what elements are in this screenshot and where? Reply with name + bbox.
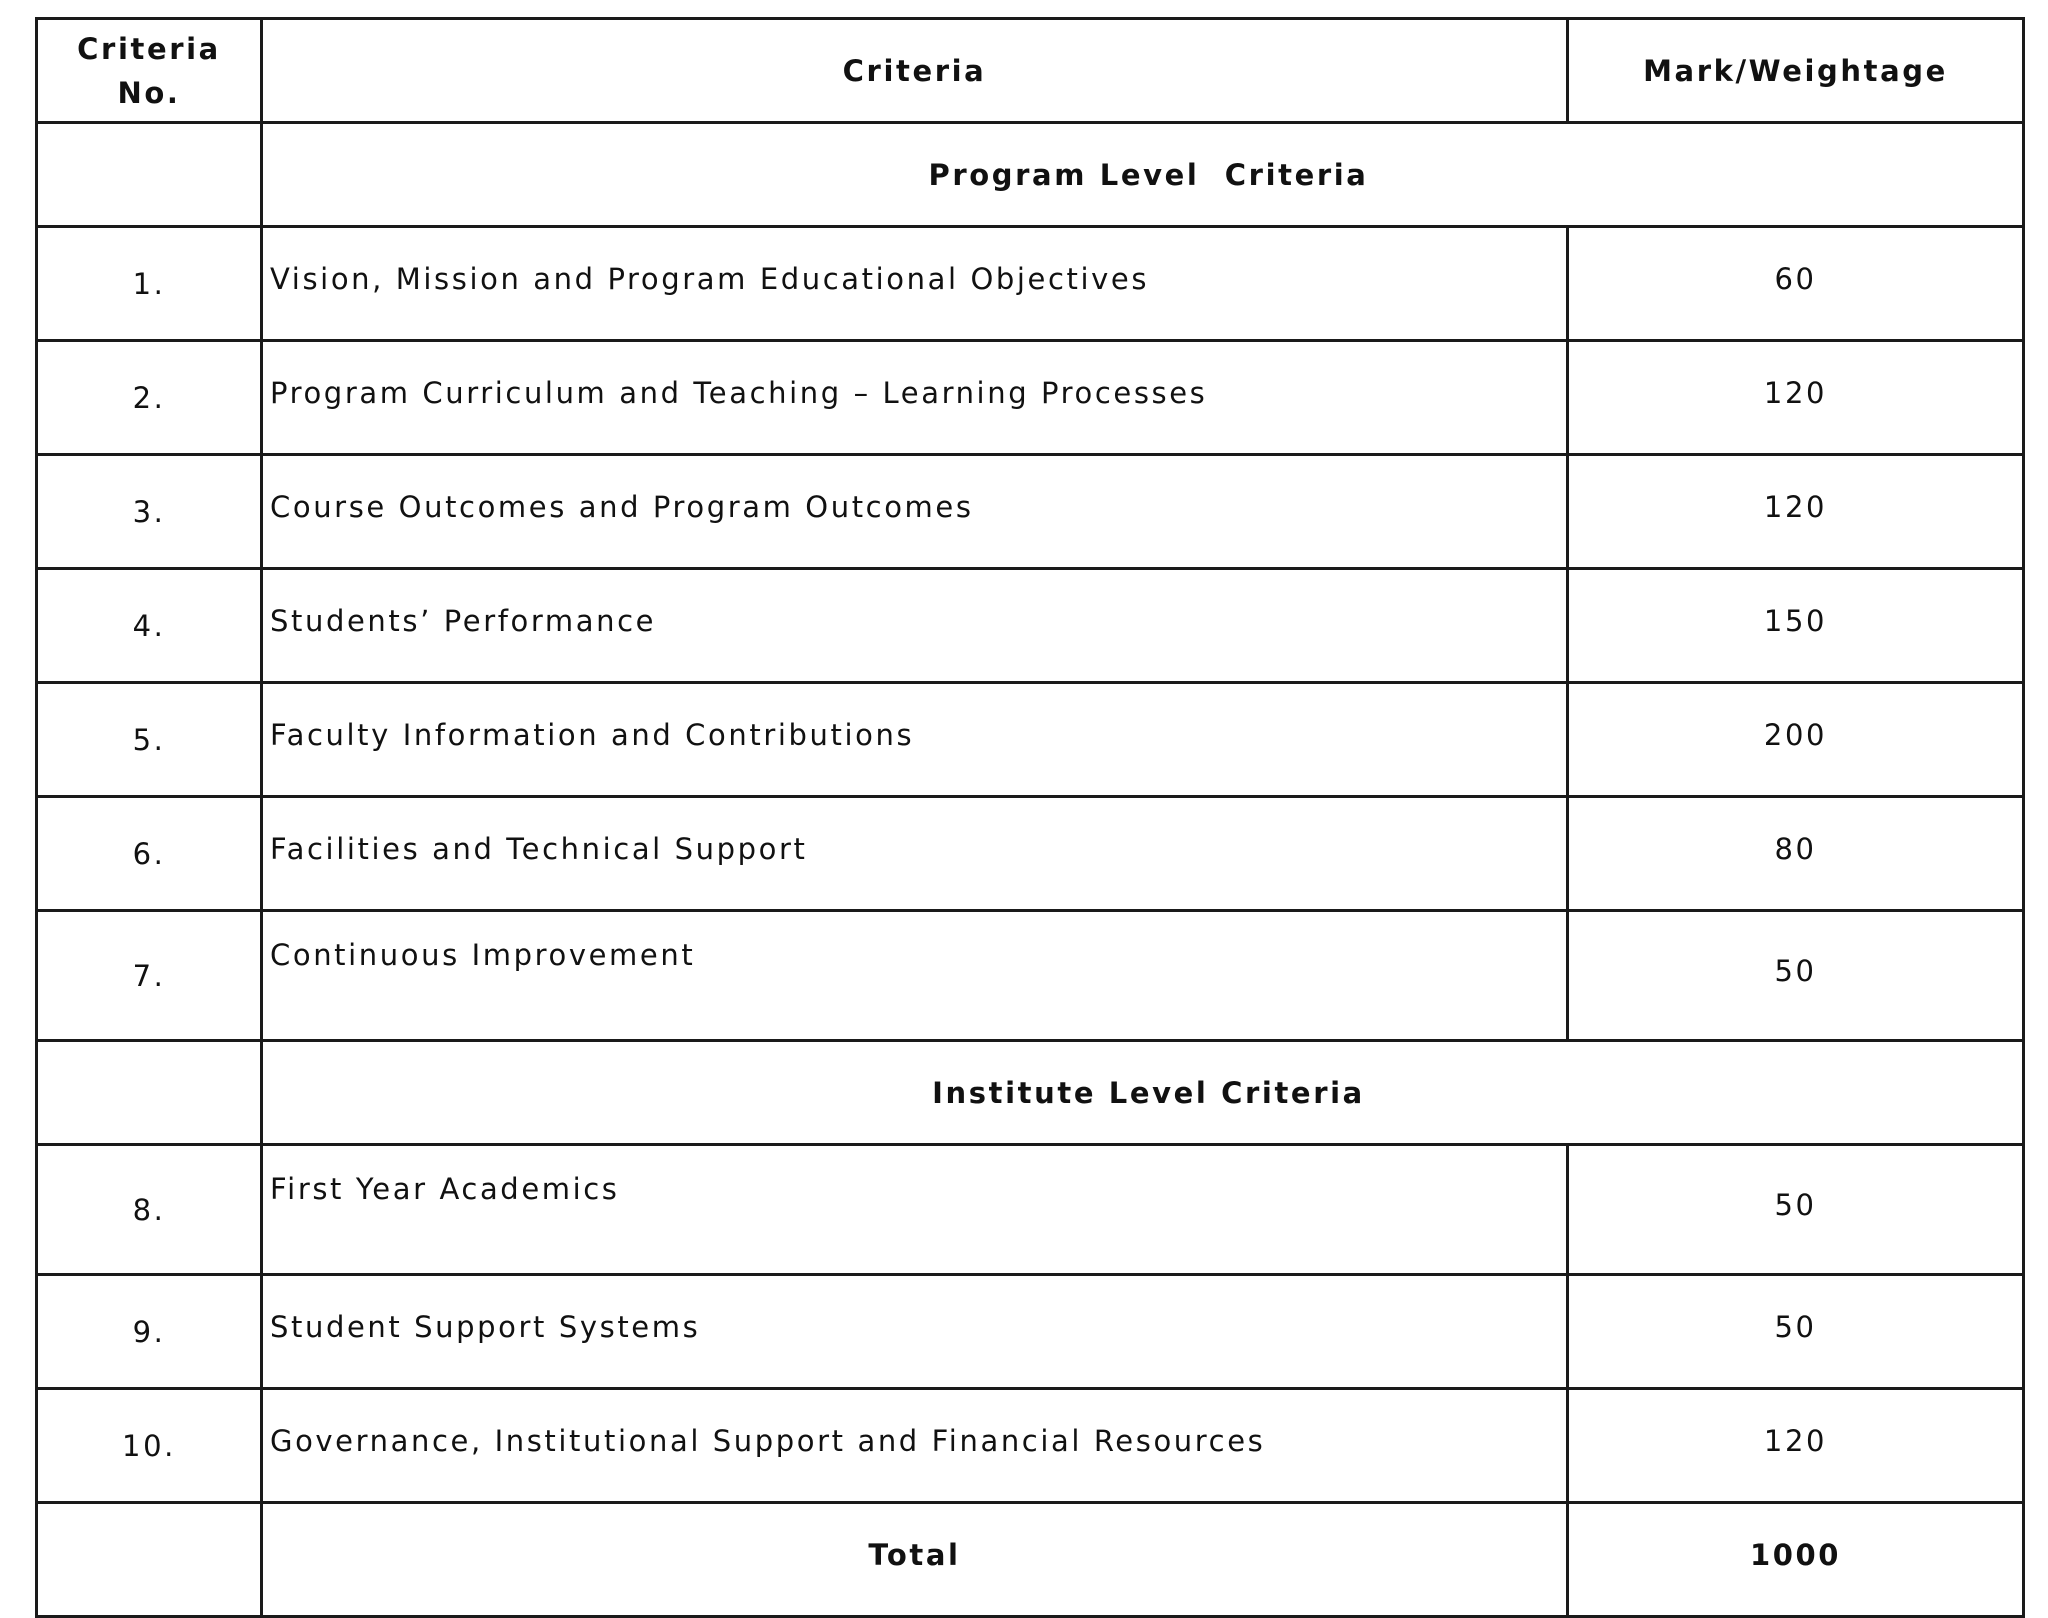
section-empty-cell: [37, 123, 262, 227]
section-empty-cell: [37, 1041, 262, 1145]
total-label: Total: [262, 1503, 1568, 1617]
section-row-program: [37, 123, 2024, 227]
header-mark: Mark/Weightage: [1568, 19, 2024, 123]
table-header-row: [37, 19, 2024, 123]
table-row: [37, 1275, 2024, 1389]
criteria-number: 7.: [37, 911, 262, 1041]
header-criteria: Criteria: [262, 19, 1568, 123]
table-row: [37, 569, 2024, 683]
section-title-institute: [262, 1041, 2024, 1145]
criteria-mark: 60: [1568, 227, 2024, 341]
criteria-name: Faculty Information and Contributions: [262, 683, 1568, 797]
section-row-institute: [37, 1041, 2024, 1145]
total-row: [37, 1503, 2024, 1617]
criteria-number: 4.: [37, 569, 262, 683]
criteria-name: Course Outcomes and Program Outcomes: [262, 455, 1568, 569]
criteria-table: [35, 17, 2025, 1618]
criteria-name: Continuous Improvement: [262, 911, 1568, 1041]
criteria-name: Program Curriculum and Teaching – Learning Processes: [262, 341, 1568, 455]
criteria-name: First Year Academics: [262, 1145, 1568, 1275]
criteria-mark: 50: [1568, 911, 2024, 1041]
table-row: [37, 341, 2024, 455]
criteria-number: 2.: [37, 341, 262, 455]
criteria-number: 10.: [37, 1389, 262, 1503]
criteria-mark: 80: [1568, 797, 2024, 911]
criteria-document: [35, 17, 2022, 1618]
table-row: [37, 1145, 2024, 1275]
table-row: [37, 683, 2024, 797]
table-row: [37, 797, 2024, 911]
criteria-mark: 50: [1568, 1275, 2024, 1389]
criteria-name: Facilities and Technical Support: [262, 797, 1568, 911]
criteria-name: Governance, Institutional Support and Financial Resources: [262, 1389, 1568, 1503]
total-empty-cell: [37, 1503, 262, 1617]
table-row: [37, 227, 2024, 341]
criteria-mark: 150: [1568, 569, 2024, 683]
criteria-number: 6.: [37, 797, 262, 911]
criteria-name: Student Support Systems: [262, 1275, 1568, 1389]
header-criteria-no: [37, 19, 262, 123]
criteria-number: 8.: [37, 1145, 262, 1275]
criteria-number: 1.: [37, 227, 262, 341]
total-value: 1000: [1568, 1503, 2024, 1617]
criteria-number: 3.: [37, 455, 262, 569]
criteria-mark: 120: [1568, 341, 2024, 455]
table-row: [37, 911, 2024, 1041]
criteria-mark: 50: [1568, 1145, 2024, 1275]
criteria-mark: 120: [1568, 455, 2024, 569]
section-title-program-text: Program Level Criteria: [928, 157, 1369, 192]
criteria-number: 5.: [37, 683, 262, 797]
table-row: [37, 455, 2024, 569]
criteria-number: 9.: [37, 1275, 262, 1389]
table-row: [37, 1389, 2024, 1503]
criteria-name: Students’ Performance: [262, 569, 1568, 683]
section-title-institute-text: Institute Level Criteria: [932, 1075, 1365, 1110]
section-title-program: [262, 123, 2024, 227]
criteria-name: Vision, Mission and Program Educational Objectives: [262, 227, 1568, 341]
criteria-mark: 120: [1568, 1389, 2024, 1503]
criteria-mark: 200: [1568, 683, 2024, 797]
header-criteria-no-label: Criteria No.: [77, 31, 221, 110]
